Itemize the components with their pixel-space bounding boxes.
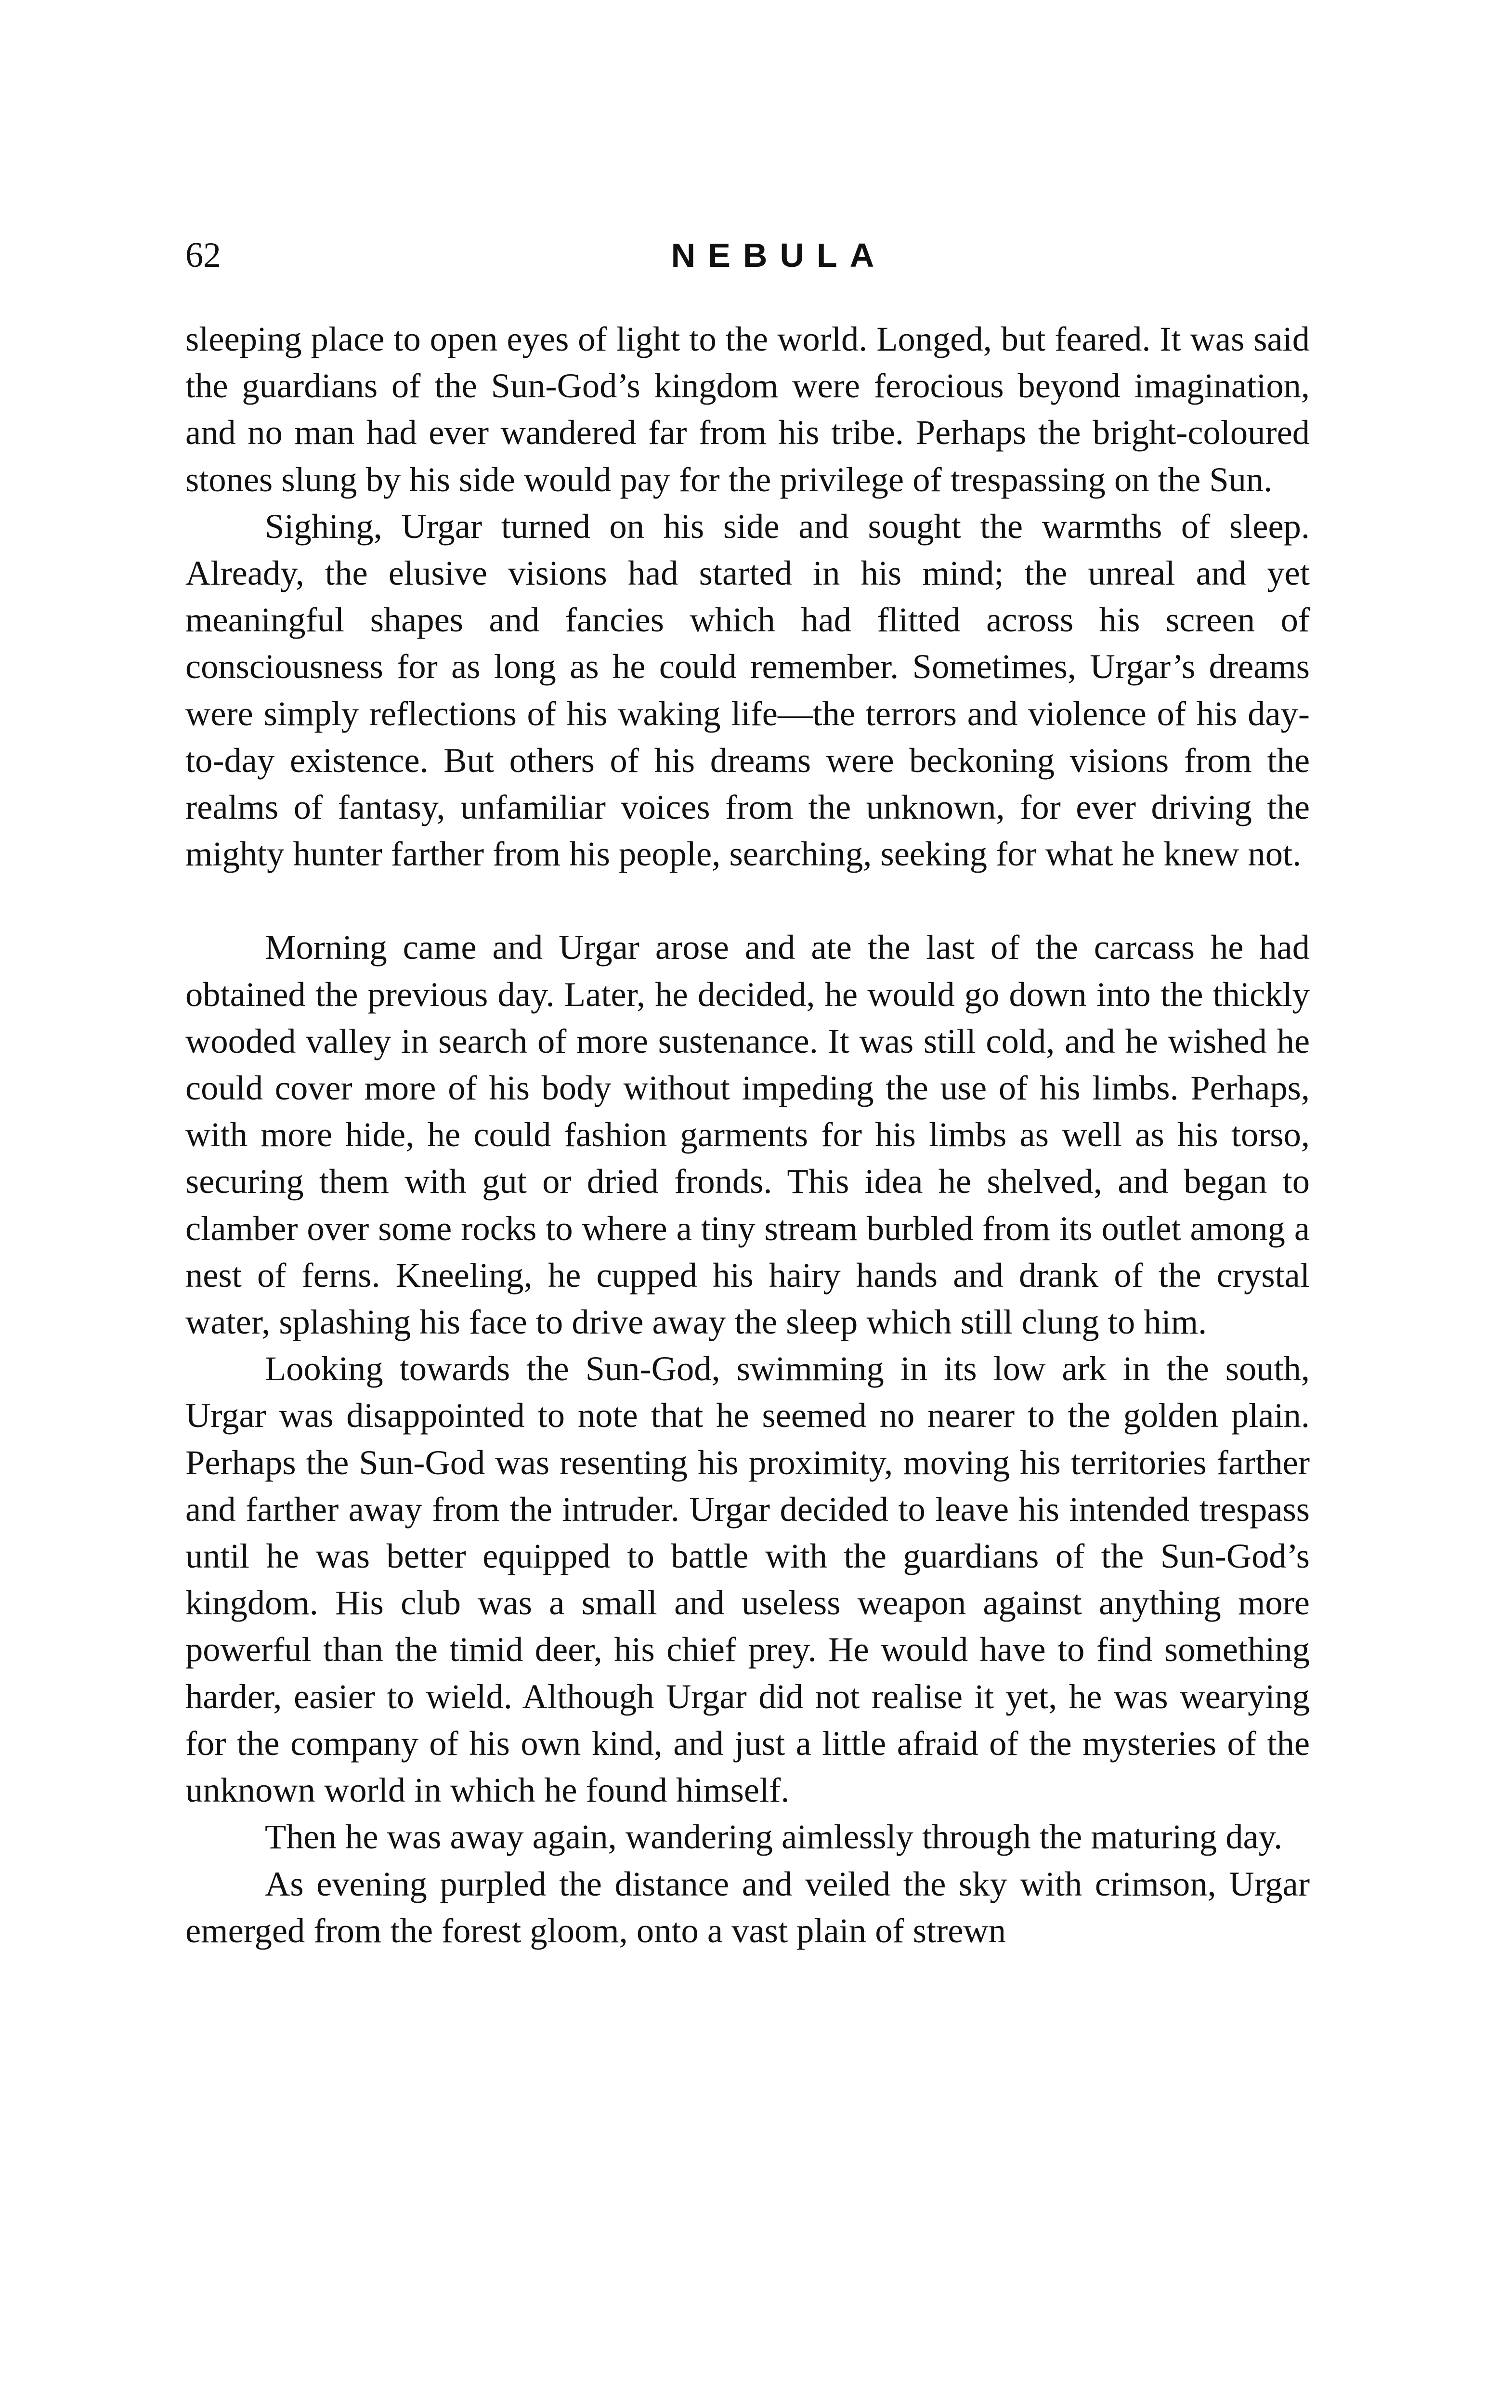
body-text xyxy=(185,315,1310,1954)
paragraph: Then he was away again, wandering aimlessly through the maturing day. xyxy=(265,1817,1283,1857)
paragraph: As evening purpled the distance and veiled the sky with crimson, Urgar emerged from the forest gloom, onto a vast plain of strewn xyxy=(185,1864,1310,1950)
paragraph-continued: sleeping place to open eyes of light to the world. Longed, but feared. It was said the guardians of the Sun-God’s kingdom were ferocious beyond imagination, and no man had ever wandered far from his tribe. Perhaps the bright-coloured stones slung by his side would pay for the privilege of trespassing on the Sun. xyxy=(185,319,1310,499)
running-head xyxy=(185,226,1310,284)
paragraph: Sighing, Urgar turned on his side and sought the warmths of sleep. Already, the elusive visions had started in his mind; the unreal and yet meaningful shapes and fancies which had flitted across his screen of consciousness for as long as he could remember. Sometimes, Urgar’s dreams were simply reflections of his waking life—the terrors and violence of his day-to-day existence. But others of his dreams were beckoning visions from the realms of fantasy, unfamiliar voices from the unknown, for ever driving the mighty hunter farther from his people, searching, seeking for what he knew not. xyxy=(185,506,1310,874)
journal-title: NEBULA xyxy=(671,236,887,274)
paragraph-section-start: Morning came and Urgar arose and ate the last of the carcass he had obtained the previous day. Later, he decided, he would go down into the thickly wooded valley in search of more sustenance. It was still cold, and he wished he could cover more of his body without impeding the use of his limbs. Perhaps, with more hide, he could fashion garments for his limbs as well as his torso, securing them with gut or dried fronds. This idea he shelved, and began to clamber over some rocks to where a tiny stream burbled from its outlet among a nest of ferns. Kneeling, he cupped his hairy hands and drank of the crystal water, splashing his face to drive away the sleep which still clung to him. xyxy=(185,928,1310,1342)
paragraph: Looking towards the Sun-God, swimming in its low ark in the south, Urgar was disappointed to note that he seemed no nearer to the golden plain. Perhaps the Sun-God was resenting his proximity, moving his territories farther and farther away from the intruder. Urgar decided to leave his intended trespass until he was better equipped to battle with the guardians of the Sun-God’s kingdom. His club was a small and useless weapon against anything more powerful than the timid deer, his chief prey. He would have to find something harder, easier to wield. Although Urgar did not realise it yet, he was wearying for the company of his own kind, and just a little afraid of the mysteries of the unknown world in which he found himself. xyxy=(185,1349,1310,1810)
page-number: 62 xyxy=(185,236,221,275)
